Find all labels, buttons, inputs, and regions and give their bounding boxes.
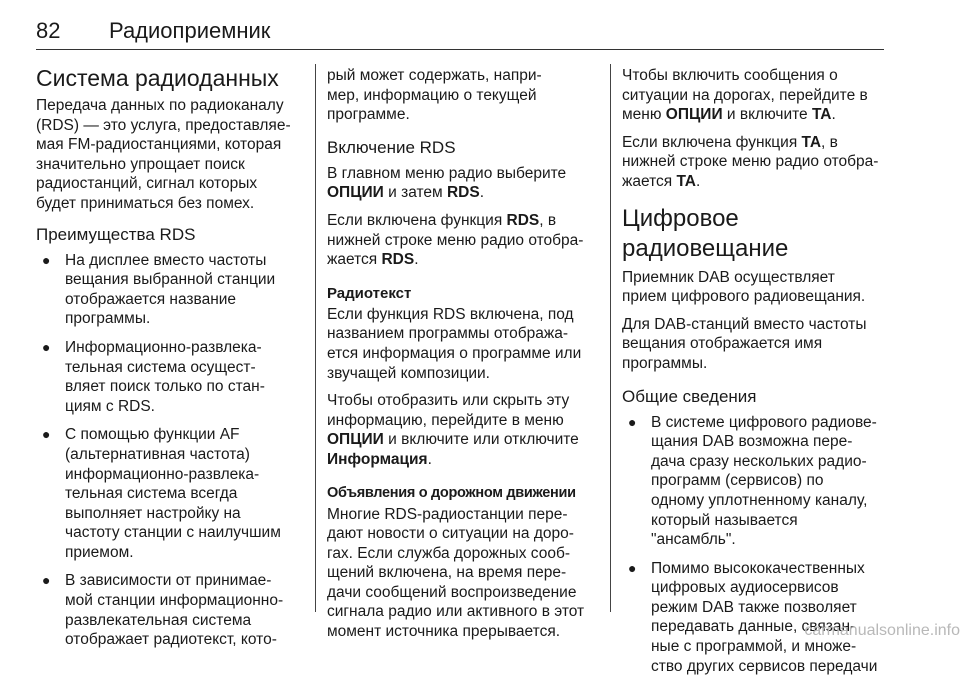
text-fragment: и включите <box>722 106 812 124</box>
bullet-icon: ● <box>42 426 51 443</box>
text-line: развлекательная система <box>65 611 252 629</box>
menu-term: Информация <box>327 450 428 468</box>
text-fragment: Если включена функция <box>327 211 507 229</box>
text-line: Передача данных по радиоканалу <box>36 97 284 114</box>
ta-paragraph-2 <box>622 133 892 192</box>
text-line: Помимо высококачественных <box>651 559 865 577</box>
text-line: будет приниматься без помех. <box>36 194 255 212</box>
list-item <box>36 425 304 562</box>
text-line: частоту станции с наилучшим <box>65 524 281 542</box>
subheading-general: Общие сведения <box>622 386 757 406</box>
text-line: рый может содержать, напри- <box>327 67 542 84</box>
subheading-traffic: Объявления о дорожном движении <box>327 484 576 501</box>
text-line: программы. <box>65 310 151 328</box>
text-line: программ (сервисов) по <box>651 472 824 490</box>
dab-paragraph-2 <box>622 315 892 374</box>
section-heading-dab: Цифровое радиовещание <box>622 204 789 262</box>
list-item <box>622 413 892 550</box>
subheading-rds-on: Включение RDS <box>327 137 456 157</box>
text-line: значительно упрощает поиск <box>36 155 245 173</box>
bullet-icon: ● <box>42 572 51 589</box>
bullet-icon: ● <box>42 338 51 355</box>
text-line: ется информация о программе или <box>327 344 582 362</box>
menu-term: TA <box>801 133 822 151</box>
text-line: циям с RDS. <box>65 397 155 415</box>
list-item <box>622 559 892 677</box>
bullet-icon: ● <box>628 559 637 576</box>
text-fragment: и затем <box>383 184 447 202</box>
text-line: (RDS) — это услуга, предоставляе- <box>36 116 291 134</box>
text-line <box>327 183 595 203</box>
column-divider-2 <box>610 64 611 612</box>
text-line: С помощью функции AF <box>65 426 240 444</box>
text-line: отображается название <box>65 290 237 308</box>
text-fragment: и включите или отключите <box>383 431 579 449</box>
text-line: (альтернативная частота) <box>65 445 250 463</box>
subheading-advantages: Преимущества RDS <box>36 224 196 244</box>
menu-term: RDS <box>381 251 415 269</box>
list-item <box>36 338 304 416</box>
advantages-list <box>36 251 304 650</box>
text-line: вещания выбранной станции <box>65 271 276 289</box>
text-fragment: жается <box>622 172 677 190</box>
text-line: мер, информацию о текущей <box>327 86 537 104</box>
list-item <box>36 571 304 649</box>
text-line: В главном меню радио выберите <box>327 164 567 182</box>
text-line: дачи сообщений воспроизведение <box>327 583 577 601</box>
continuation-paragraph <box>327 66 595 125</box>
text-line: нижней строке меню радио отобра- <box>622 153 879 171</box>
text-line: который называется <box>651 511 798 529</box>
text-fragment: , в <box>539 211 557 229</box>
page-header <box>36 12 884 56</box>
text-fragment: . <box>427 450 432 468</box>
menu-term: RDS <box>506 211 540 229</box>
text-line: радиостанций, сигнал которых <box>36 175 258 193</box>
watermark: carmanualsonline.info <box>804 622 960 639</box>
text-line: гах. Если служба дорожных сооб- <box>327 544 570 562</box>
rds-on-paragraph-2 <box>327 211 595 270</box>
text-line: мой станции информационно- <box>65 592 284 610</box>
bullet-icon: ● <box>42 251 51 268</box>
text-line <box>622 172 892 192</box>
text-fragment: Если включена функция <box>622 133 802 151</box>
text-line <box>327 430 595 450</box>
radiotext-paragraph-2 <box>327 391 595 469</box>
text-line: тельная система всегда <box>65 485 238 503</box>
text-line: программе. <box>327 106 410 124</box>
text-line: дают новости о ситуации на доро- <box>327 525 574 543</box>
text-fragment: , в <box>821 133 838 151</box>
list-item <box>36 251 304 329</box>
column-1 <box>36 64 304 659</box>
subheading-radiotext: Радиотекст <box>327 284 412 302</box>
column-2 <box>327 66 595 650</box>
text-line: ситуации на дорогах, перейдите в <box>622 86 868 104</box>
menu-term: TA <box>811 106 832 124</box>
column-divider-1 <box>315 64 316 612</box>
text-line: ство других сервисов передачи <box>651 657 878 675</box>
text-line: информацию, перейдите в меню <box>327 411 564 429</box>
text-line: Если функция RDS включена, под <box>327 305 574 323</box>
menu-term: ОПЦИИ <box>327 184 384 202</box>
text-fragment: . <box>696 172 701 190</box>
text-line: тельная система осущест- <box>65 358 256 376</box>
text-line: Чтобы отобразить или скрыть эту <box>327 392 570 410</box>
text-line: В системе цифрового радиове- <box>651 413 877 431</box>
radiotext-paragraph-1 <box>327 305 595 383</box>
bullet-icon: ● <box>628 413 637 430</box>
text-line: В зависимости от принимае- <box>65 572 272 590</box>
text-fragment: . <box>831 106 836 124</box>
text-fragment: жается <box>327 251 382 269</box>
text-line: вещания отображается имя <box>622 335 823 353</box>
text-line: Информационно-развлека- <box>65 338 262 356</box>
text-line: сигнала радио или активного в этот <box>327 603 585 621</box>
text-line <box>327 450 595 470</box>
text-line: выполняет настройку на <box>65 504 241 522</box>
text-line: передавать данные, связан- <box>651 618 856 636</box>
page-number: 82 <box>36 18 61 43</box>
text-fragment: . <box>414 251 419 269</box>
text-line: "ансамбль". <box>651 531 736 549</box>
text-line: момент источника прерывается. <box>327 623 561 641</box>
text-line: дача сразу нескольких радио- <box>651 452 867 470</box>
text-line: прием цифрового радиовещания. <box>622 288 866 306</box>
text-line: вляет поиск только по стан- <box>65 378 265 396</box>
text-line: мая FM-радиостанциями, которая <box>36 136 282 154</box>
text-line: Приемник DAB осуществляет <box>622 268 835 286</box>
menu-term: ОПЦИИ <box>327 431 384 449</box>
menu-term: TA <box>676 172 696 190</box>
text-fragment: . <box>479 184 485 202</box>
text-line: одному уплотненному каналу, <box>651 491 868 509</box>
text-line: нижней строке меню радио отобра- <box>327 231 584 249</box>
text-line: режим DAB также позволяет <box>651 598 857 616</box>
text-line: программы. <box>622 354 708 372</box>
text-line: На дисплее вместо частоты <box>65 251 267 269</box>
section-heading-rds: Система радиоданных <box>36 65 279 91</box>
ta-paragraph-1 <box>622 66 892 125</box>
text-line: щений включена, на время пере- <box>327 564 567 582</box>
dab-paragraph-1 <box>622 268 892 307</box>
text-line: Многие RDS-радиостанции пере- <box>327 505 568 523</box>
text-line: ные с программой, и множе- <box>651 638 857 656</box>
text-line: Чтобы включить сообщения о <box>622 67 838 84</box>
text-line: Для DAB-станций вместо частоты <box>622 315 867 333</box>
text-line: отображает радиотекст, кото- <box>65 631 277 649</box>
column-3 <box>622 66 892 685</box>
text-line: приемом. <box>65 543 134 561</box>
text-line <box>327 211 595 231</box>
rds-on-paragraph-1 <box>327 164 595 203</box>
text-fragment: меню <box>622 106 666 124</box>
text-line: названием программы отобража- <box>327 325 568 343</box>
text-line: цифровых аудиосервисов <box>651 579 839 597</box>
traffic-paragraph <box>327 505 595 642</box>
text-line <box>622 133 892 153</box>
text-line: щания DAB возможна пере- <box>651 433 853 451</box>
text-line <box>327 250 595 270</box>
menu-term: RDS <box>446 184 480 202</box>
header-rule <box>36 49 884 50</box>
text-line: звучащей композиции. <box>327 364 490 382</box>
rds-intro-paragraph <box>36 96 304 214</box>
text-line: информационно-развлека- <box>65 465 260 483</box>
menu-term: ОПЦИИ <box>665 106 723 124</box>
text-line <box>622 105 892 125</box>
page-title: Радиоприемник <box>109 18 271 43</box>
